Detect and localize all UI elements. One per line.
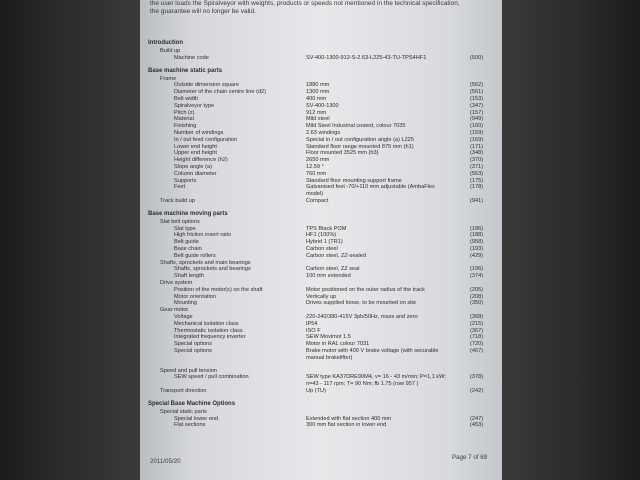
- spec-code: (720): [470, 341, 484, 348]
- spec-value: 1880 mm: [306, 82, 330, 89]
- spec-value: 220-240/380-415V 3ph/50Hz, mass and zero: [306, 314, 418, 320]
- spec-label: Shaft length: [174, 273, 204, 280]
- spec-label: Machine code: [174, 54, 209, 61]
- spec-label: Diameter of the chain centre line (d2): [174, 89, 267, 96]
- spec-value: ISO F: [306, 327, 321, 334]
- spec-code: (169): [470, 136, 484, 143]
- spec-code: (368): [470, 314, 484, 320]
- section-heading: [140, 68, 502, 75]
- top-note-line: the user loads the Spiralveyor with weights, products or speeds not mentioned in the technical specification,: [150, 0, 460, 7]
- spec-label: Base machine moving parts: [148, 210, 228, 217]
- spec-value: 2650 mm: [306, 157, 330, 164]
- spec-code: (562): [470, 82, 484, 89]
- spec-label: Base chain: [174, 246, 202, 252]
- section-heading: [140, 211, 502, 218]
- spec-value: model): [306, 191, 324, 198]
- spec-code: (949): [470, 116, 484, 123]
- spec-label: Build up: [160, 48, 181, 54]
- spec-label: Belt guide: [174, 239, 199, 246]
- spec-value: Extended with flat section 400 mm: [306, 415, 392, 422]
- spec-label: Special Base Machine Options: [148, 400, 236, 407]
- spec-label: Lower end height: [174, 143, 217, 150]
- spec-value: IP54: [306, 320, 318, 327]
- spec-label: High friction insert ratio: [174, 232, 232, 239]
- page-number: Page 7 of 69: [452, 454, 488, 461]
- spec-value: SV-400-1300: [306, 102, 339, 109]
- spec-label: Base machine static parts: [148, 67, 223, 74]
- spec-code: (205): [470, 286, 484, 293]
- spec-label: Special options: [174, 341, 212, 348]
- spec-value: 300 mm flat section in lower end: [306, 422, 387, 429]
- spec-code: (374): [470, 273, 484, 280]
- spec-value: Mild steel: [306, 116, 330, 123]
- spec-label: Number of windings: [174, 130, 224, 136]
- spec-value: SV-400-1300-912-S-2.63-L225-43-TU-TPS4HF1: [306, 54, 427, 61]
- spec-label: In / out feed configuration: [174, 136, 238, 143]
- spec-value: manual brakelifter): [306, 354, 353, 361]
- spec-label: SEW speed / pull combination: [174, 374, 249, 381]
- spec-code: (370): [470, 157, 484, 164]
- spec-label: Feet: [174, 184, 186, 191]
- spec-label: Column diameter: [174, 170, 217, 177]
- section-heading: [140, 401, 502, 408]
- spec-value: Special in / out configuration angle (a) L225: [306, 136, 414, 143]
- spec-label: Outside dimension square: [174, 82, 239, 89]
- spec-label: Integrated frequency inverter: [174, 334, 246, 341]
- spec-code: (350): [470, 300, 484, 307]
- document-page: [140, 0, 502, 480]
- spec-code: (175): [470, 177, 484, 184]
- spec-label: Introduction: [148, 40, 183, 46]
- spec-code: (453): [470, 422, 484, 429]
- spec-label: Shafts, sprockets and bearings: [174, 266, 251, 273]
- spec-value: SEW Movimot 1.5: [306, 334, 351, 341]
- spec-row: [140, 198, 502, 205]
- spec-label: Voltage: [174, 314, 193, 320]
- spec-label: Special options: [174, 348, 212, 354]
- spec-code: (157): [470, 109, 484, 116]
- spec-value: Standard floor range mounted 875 mm (h1): [306, 143, 414, 150]
- spec-value: 100 mm extended: [306, 273, 351, 280]
- spec-value: Standard floor mounting support frame: [306, 177, 402, 184]
- spec-value: Motor in RAL colour 7031: [306, 341, 370, 348]
- spec-code: (467): [470, 348, 484, 354]
- spec-label: Slat belt options: [160, 218, 200, 225]
- spec-code: (247): [470, 415, 484, 422]
- spec-value: Up (TU): [306, 388, 326, 394]
- top-note: [150, 0, 460, 16]
- spec-value: Floor mounted 3525 mm (h3): [306, 150, 379, 157]
- spec-code: (348): [470, 150, 484, 157]
- spec-code: (160): [470, 123, 484, 130]
- spec-row: [140, 422, 502, 429]
- spec-code: (193): [470, 246, 484, 252]
- spec-label: Transport direction: [160, 388, 207, 394]
- spec-label: Mounting: [174, 300, 198, 307]
- spec-value: Mild Steel Industrial coated, colour 7035: [306, 123, 406, 130]
- spec-code: (171): [470, 143, 484, 150]
- spec-value: HF1 (100%): [306, 232, 337, 239]
- spec-label: Slat type: [174, 225, 196, 232]
- spec-value: Motor positioned on the outer radius of the track: [306, 286, 425, 293]
- spec-label: Track build up: [160, 198, 195, 204]
- spec-label: Gear motor: [160, 307, 189, 314]
- spec-code: (159): [470, 130, 484, 136]
- spec-value: 2.63 windings: [306, 130, 341, 136]
- spec-code: (958): [470, 239, 484, 246]
- spec-label: Height difference (h2): [174, 157, 228, 164]
- spec-code: (186): [470, 225, 484, 232]
- section-heading: [140, 40, 502, 47]
- spec-value: 912 mm: [306, 109, 327, 116]
- spec-code: (153): [470, 96, 484, 102]
- spec-code: (378): [470, 374, 484, 381]
- top-note-line: the guarantee will no longer be valid.: [150, 8, 256, 15]
- spec-code: (188): [470, 232, 484, 239]
- spec-code: (371): [470, 164, 484, 170]
- spec-label: Thermostatic isolation class: [174, 327, 243, 334]
- spec-label: Slope angle (a): [174, 164, 212, 170]
- spec-label: Pitch (z): [174, 109, 195, 116]
- spec-label: Upper end height: [174, 150, 217, 157]
- spec-value: 400 mm: [306, 96, 327, 102]
- spec-label: Mechanical isolation class: [174, 320, 239, 327]
- spec-value: Carbon steel: [306, 246, 338, 252]
- spec-code: (429): [470, 252, 484, 259]
- spec-value: 1300 mm: [306, 89, 330, 96]
- spec-code: (208): [470, 293, 484, 300]
- spec-value: Galvanised feet -70/+110 mm adjustable (AmbaFlex: [306, 184, 435, 191]
- spec-code: (242): [470, 388, 484, 394]
- spec-value: SEW type KA37DRE90M4, v= 16 - 43 m/min; P=1,1 kW;: [306, 374, 446, 381]
- spec-label: Spiralveyor type: [174, 102, 215, 109]
- spec-value: 760 mm: [306, 170, 327, 177]
- footer-date: 2011/05/20: [150, 458, 181, 465]
- spec-value: Carbon steel, ZZ-sealed: [306, 252, 367, 259]
- spec-value: Vertically up: [306, 293, 337, 300]
- spec-code: (718): [470, 334, 484, 341]
- spec-label: Motor orientation: [174, 293, 216, 300]
- spec-code: (500): [470, 54, 484, 61]
- spec-label: Drive system: [160, 280, 193, 286]
- spec-value: Carbon steel, ZZ seal: [306, 266, 360, 273]
- spec-code: (215): [470, 320, 484, 327]
- spec-label: Flat sections: [174, 422, 206, 429]
- spec-label: Belt width: [174, 96, 199, 102]
- spec-value: n=43 - 117 rpm; T= 90 Nm; fb 1.75 (row 957 ): [306, 381, 419, 388]
- spec-row: [140, 55, 502, 62]
- spec-code: (941): [470, 198, 484, 204]
- spec-value: Hybrid 1 (TR1): [306, 239, 343, 246]
- spec-row: [140, 388, 502, 395]
- spec-value: Compact: [306, 198, 329, 204]
- spec-code: (347): [470, 102, 484, 109]
- spec-value: Drives supplied loose, to be mounted on site: [306, 300, 417, 307]
- spec-label: Material: [174, 116, 194, 123]
- spec-code: (561): [470, 89, 484, 96]
- spec-label: Special lower end: [174, 415, 219, 422]
- spec-label: Shafts, sprockets and main bearings: [160, 259, 251, 266]
- spec-label: Supports: [174, 177, 197, 184]
- spec-label: Frame: [160, 75, 177, 82]
- spec-code: (563): [470, 170, 484, 177]
- spec-label: Belt guide rollers: [174, 252, 216, 259]
- spec-code: (196): [470, 266, 484, 273]
- spec-row: [140, 355, 502, 362]
- spec-code: (178): [470, 184, 484, 191]
- spec-value: TPS Black POM: [306, 225, 347, 232]
- spec-value: Brake motor with 400 V brake voltage (with securable: [306, 348, 439, 354]
- spec-label: Speed and pull tension: [160, 367, 217, 374]
- spec-label: Special static parts: [160, 408, 207, 415]
- spec-label: Position of the motor(s) on the shaft: [174, 286, 263, 293]
- spec-value: 12.59 °: [306, 164, 324, 170]
- spec-code: (367): [470, 327, 484, 334]
- spec-label: Finishing: [174, 123, 197, 130]
